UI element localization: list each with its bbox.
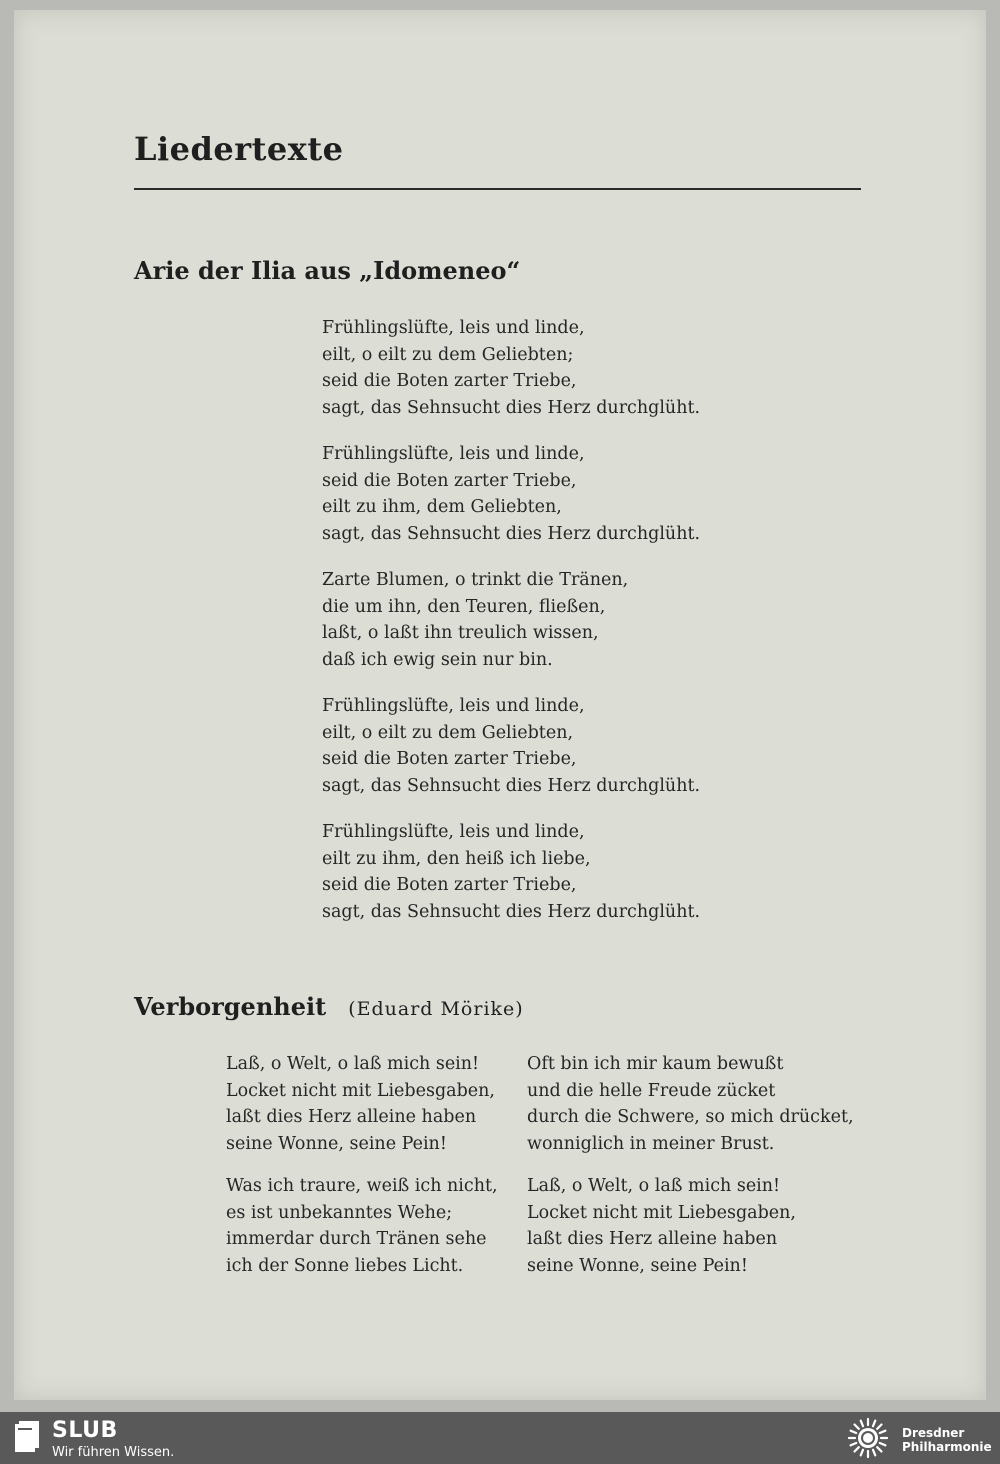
verse-line: seine Wonne, seine Pein! bbox=[527, 1255, 748, 1276]
song2-heading bbox=[134, 992, 524, 1021]
stanza bbox=[322, 567, 700, 673]
verse-line: wonniglich in meiner Brust. bbox=[527, 1133, 775, 1154]
stanza bbox=[226, 1051, 498, 1157]
verse-line: Locket nicht mit Liebesgaben, bbox=[226, 1080, 495, 1101]
verse-line: sagt, das Sehnsucht dies Herz durchglüht. bbox=[322, 901, 701, 922]
verse-line: und die helle Freude zücket bbox=[527, 1080, 776, 1101]
verse-line: seine Wonne, seine Pein! bbox=[226, 1133, 447, 1154]
verse-line: laßt, o laßt ihn treulich wissen, bbox=[322, 623, 599, 643]
verse-line: Frühlingslüfte, leis und linde, bbox=[322, 696, 585, 716]
song1-heading: Arie der Ilia aus „Idomeneo“ bbox=[134, 256, 521, 285]
stanza bbox=[322, 441, 700, 547]
stanza bbox=[527, 1173, 854, 1279]
verse-line: seid die Boten zarter Triebe, bbox=[322, 749, 577, 769]
stanza bbox=[322, 819, 700, 925]
verse-line: Laß, o Welt, o laß mich sein! bbox=[527, 1176, 781, 1196]
slub-book-icon[interactable] bbox=[14, 1420, 40, 1454]
verse-line: seid die Boten zarter Triebe, bbox=[322, 875, 577, 895]
verse-line: immerdar durch Tränen sehe bbox=[226, 1229, 487, 1249]
verse-line: laßt dies Herz alleine haben bbox=[226, 1107, 477, 1127]
song2-author: (Eduard Mörike) bbox=[348, 998, 524, 1020]
verse-line: daß ich ewig sein nur bin. bbox=[322, 649, 553, 670]
title-rule bbox=[134, 188, 861, 190]
song2-left-column bbox=[226, 1051, 498, 1295]
song2-title: Verborgenheit bbox=[134, 992, 327, 1021]
partner-name-line2: Philharmonie bbox=[902, 1440, 992, 1454]
stanza bbox=[322, 693, 700, 799]
verse-line: laßt dies Herz alleine haben bbox=[527, 1229, 778, 1249]
verse-line: eilt zu ihm, den heiß ich liebe, bbox=[322, 848, 591, 869]
footer-bar bbox=[0, 1412, 1000, 1464]
philharmonie-sunburst-icon[interactable] bbox=[842, 1416, 894, 1460]
verse-line: Zarte Blumen, o trinkt die Tränen, bbox=[322, 570, 629, 590]
verse-line: seid die Boten zarter Triebe, bbox=[322, 470, 577, 491]
verse-line: die um ihn, den Teuren, fließen, bbox=[322, 596, 606, 617]
verse-line: ich der Sonne liebes Licht. bbox=[226, 1255, 464, 1276]
stanza bbox=[527, 1051, 854, 1157]
song2-right-column bbox=[527, 1051, 854, 1295]
verse-line: Laß, o Welt, o laß mich sein! bbox=[226, 1054, 480, 1074]
song1-verses bbox=[322, 315, 700, 945]
verse-line: eilt zu ihm, dem Geliebten, bbox=[322, 497, 562, 517]
verse-line: es ist unbekanntes Wehe; bbox=[226, 1202, 453, 1223]
verse-line: sagt, das Sehnsucht dies Herz durchglüht. bbox=[322, 397, 701, 418]
partner-name-line1: Dresdner bbox=[902, 1426, 965, 1440]
verse-line: Frühlingslüfte, leis und linde, bbox=[322, 822, 585, 842]
partner-name[interactable] bbox=[902, 1426, 992, 1454]
verse-line: eilt, o eilt zu dem Geliebten; bbox=[322, 344, 574, 365]
verse-line: Was ich traure, weiß ich nicht, bbox=[226, 1176, 498, 1196]
verse-line: sagt, das Sehnsucht dies Herz durchglüht. bbox=[322, 523, 701, 544]
verse-line: Frühlingslüfte, leis und linde, bbox=[322, 318, 585, 338]
stanza bbox=[226, 1173, 498, 1279]
verse-line: eilt, o eilt zu dem Geliebten, bbox=[322, 722, 574, 743]
library-tagline: Wir führen Wissen. bbox=[52, 1445, 175, 1460]
verse-line: Frühlingslüfte, leis und linde, bbox=[322, 444, 585, 464]
verse-line: durch die Schwere, so mich drücket, bbox=[527, 1107, 854, 1127]
page-title: Liedertexte bbox=[134, 130, 344, 168]
verse-line: Oft bin ich mir kaum bewußt bbox=[527, 1054, 784, 1074]
library-name[interactable]: SLUB bbox=[52, 1418, 118, 1443]
verse-line: sagt, das Sehnsucht dies Herz durchglüht. bbox=[322, 775, 701, 796]
verse-line: seid die Boten zarter Triebe, bbox=[322, 371, 577, 391]
verse-line: Locket nicht mit Liebesgaben, bbox=[527, 1202, 796, 1223]
stanza bbox=[322, 315, 700, 421]
